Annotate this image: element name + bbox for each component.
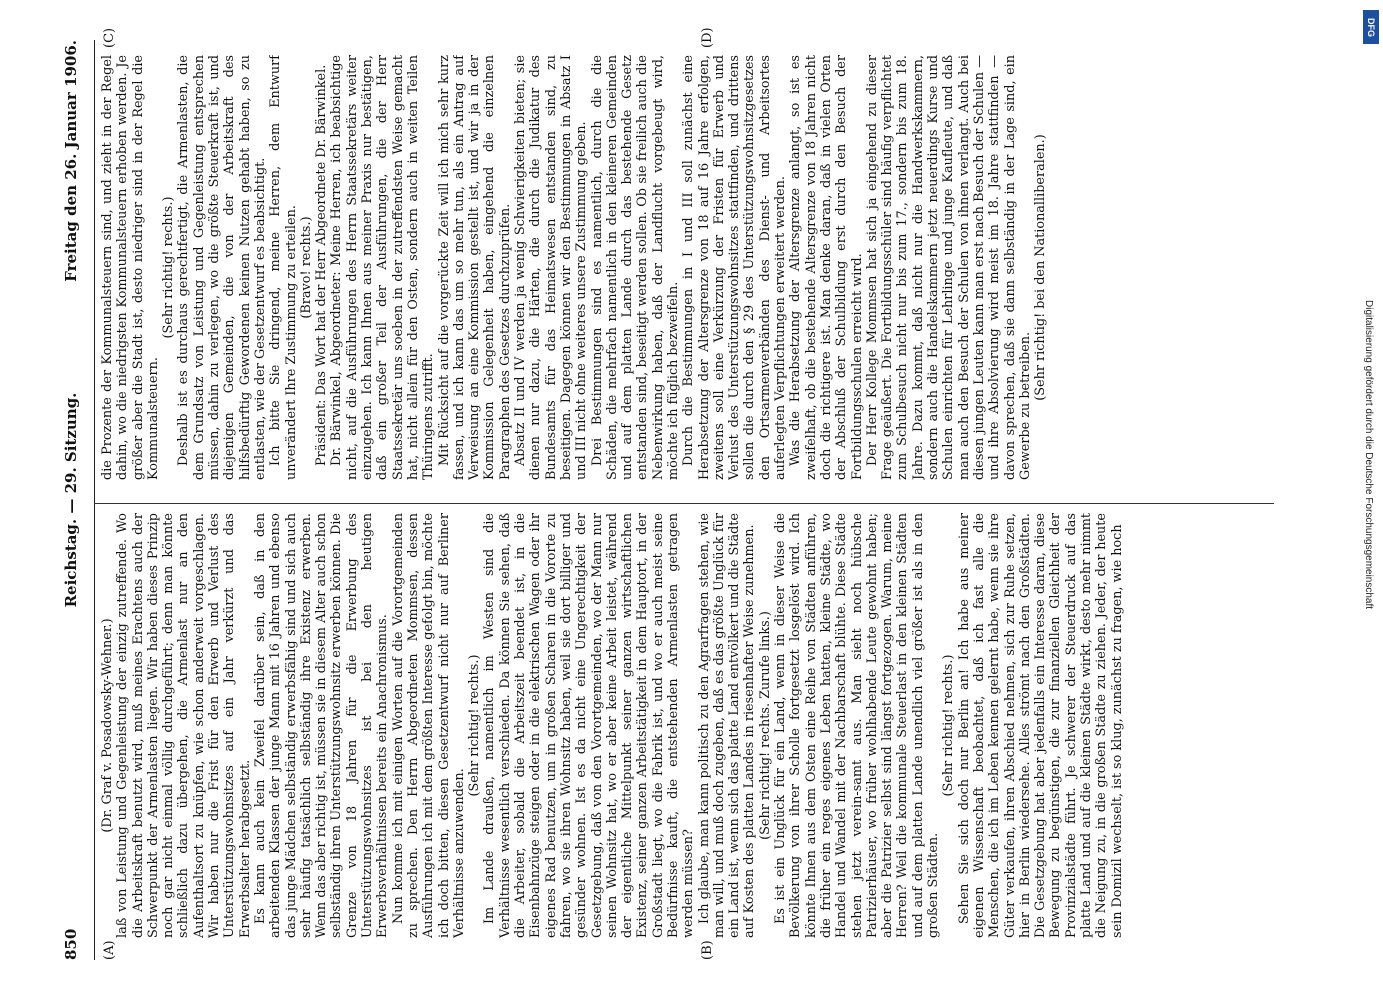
paragraph: Drei Bestimmungen sind es namentlich, durch die die Schäden, die mehrfach namentlich in den kleineren Gemeinden und auf dem platten Lande durch das bestehende Gesetz entstanden sind, beseitigt werden sollen. Ob sie freilich auch die Nebenwirkung haben, daß der Landflucht vorgebeugt wird, möchte ich füglich bezweifeln. [589,55,681,480]
credit-text: Digitalisierung gefördert durch die Deutsche Forschungsgemeinschaft [1363,300,1374,610]
digitization-credit [1363,300,1379,920]
dfg-logo: DFG [1363,10,1379,44]
interjection: (Sehr richtig! rechts. Zurufe links.) [757,611,773,840]
margin-marker-c: (C) [102,27,117,48]
president-remark: Präsident: Das Wort hat der Herr Abgeordnete Dr. Bärwinkel. [314,64,330,466]
page-title: Reichstag. — 29. Sitzung. [62,392,80,608]
page-date: Freitag den 26. Januar 1906. [62,40,80,282]
page-number: 850 [62,928,80,960]
interjection: (Sehr richtig! rechts.) [161,196,177,339]
paragraph: Absatz II und IV werden ja wenig Schwierigkeiten bieten; sie dienen nur dazu, die Härten, die durch die Judikatur des Bundesamts für das Heimatswesen entstanden sind, zu beseitigen. Dagegen können wir den Bestimmungen in Absatz I und III nicht ohne weiteres unsere Zustimmung geben. [513,55,590,480]
interjection: (Sehr richtig! bei den Nationalliberalen.) [1033,134,1049,401]
speaker-paragraph: Dr. Bärwinkel, Abgeordneter: Meine Herren, ich beabsichtige nicht, auf die Ausführungen des Herrn Staatssekretärs weiter einzugehen. Ich kann Ihnen aus meiner Praxis nur bestätigen, daß ein großer Teil der Ausführungen, die der Herr Staatssekretär uns soeben in der zutreffendsten Weise gemacht hat, nicht allein für den Osten, sondern auch in weiten Teilen Thüringens zutrifft. [329,55,437,480]
paragraph: Mit Rücksicht auf die vorgerückte Zeit will ich mich sehr kurz fassen, und ich kann das um so mehr tun, als ein Antrag auf Verweisung an eine Kommission gestellt ist, und wir ja in der Kommission Gelegenheit haben, eingehend die einzelnen Paragraphen des Gesetzes durchzuprüfen. [436,55,513,480]
paragraph: Deshalb ist es durchaus gerechtfertigt, die Armenlasten, die dem Grundsatz von Leistung und Gegenleistung entsprechen müssen, dahin zu verlegen, wo die größte Steuerkraft ist, und diejenigen Gemeinden, die von der Arbeitskraft des hilfsbedürftig Gewordenen keinen Nutzen gehabt haben, so zu entlasten, wie der Gesetzentwurf es beabsichtigt. [176,55,268,480]
left-column [100,513,1275,938]
paragraph: Es kann auch kein Zweifel darüber sein, daß in den arbeitenden Klassen der junge Mann mit 16 Jahren und ebenso das junge Mädchen selbständig erwerbsfähig sind und sich auch sehr häufig tatsächlich selbständig ihre Existenz erwerben. Wenn das aber richtig ist, müssen sie in diesem Alter auch schon selbständig ihren Unterstützungswohnsitz erwerben können. Die Grenze von 18 Jahren für die Erwerbung des Unterstützungswohnsitzes ist bei den heutigen Erwerbsverhältnissen bereits ein Anachronismus. [252,513,391,938]
header-rule [94,40,95,960]
column-divider [94,503,1274,504]
margin-marker-d: (D) [700,27,715,48]
paragraph: Es ist ein Unglück für ein Land, wenn in dieser Weise die Bevölkerung von ihrer Scholle fortgesetzt losgelöst wird. Ich könnte Ihnen aus dem Osten eine Reihe von Städten anführen, die früher ein reges eigenes Leben hatten, kleine Städte, wo Handel und Wandel mit der Nachbarschaft blühte. Diese Städte stehen jetzt verein-samt aus. Man sieht noch hübsche Patrizierhäuser, wo früher wohlhabende Leute gewohnt haben; aber die Patrizier selbst sind längst fortgezogen. Warum, meine Herren? Weil die kommunale Steuerlast in den kleinen Städten und auf dem platten Lande unendlich viel größer ist als in den großen Städten. [773,513,942,938]
paragraph: Im Lande draußen, namentlich im Westen sind die Verhältnisse wesentlich verschieden. Da können Sie sehen, daß die Arbeiter, sobald die Arbeitszeit beendet ist, in die Eisenbahnzüge steigen oder in die elektrischen Wagen oder ihr eigenes Rad benutzen, um in großen Scharen in die Vororte zu fahren, wo sie ihren Wohnsitz haben, weil sie dort billiger und gesünder wohnen. Ist es da nicht eine Ungerechtigkeit der Gesetzgebung, daß von den Vorortgemeinden, wo der Mann nur seinen Wohnsitz hat, wo er aber keine Arbeit leistet, während der eigentliche Mittelpunkt seiner ganzen wirtschaftlichen Existenz, seiner ganzen Arbeitstätigkeit in dem Hauptort, in der Großstadt liegt, wo die Fabrik ist, und wo er auch meist seine Bedürfnisse kauft, die entstehenden Armenlasten getragen werden müssen? [482,513,697,938]
paragraph: Ich glaube, man kann politisch zu den Agrarfragen stehen, wie man will, und muß doch zugeben, daß es das größte Unglück für ein Land ist, wenn sich das platte Land entvölkert und die Städte auf Kosten des platten Landes in riesenhafter Weise zunehmen. [696,513,758,938]
paragraph: Durch die Bestimmungen in I und III soll zunächst eine Herabsetzung der Altersgrenze von 18 auf 16 Jahre erfolgen, zweitens soll eine Verkürzung der Fristen für Erwerb und Verlust des Unterstützungswohnsitzes stattfinden, und drittens sollen die durch den § 29 des Unterstützungswohnsitzgesetzes den Ortsarmenverbänden des Dienst- und Arbeitsortes auferlegten Verpflichtungen erweitert werden. [681,55,789,480]
margin-marker-b: (B) [700,940,715,960]
paragraph: Sehen Sie sich doch nur Berlin an! Ich habe aus meiner eigenen Wissenschaft beobachtet, daß ich fast alle die Menschen, die ich im Leben kennen gelernt habe, wenn sie ihre Güter verkaufen, ihren Abschied nehmen, sich zur Ruhe setzen, hier in Berlin wiedersehe. Alles strömt nach den Großstädten. Die Gesetzgebung hat aber jedenfalls ein Interesse daran, diese Bewegung zu begünstigen, die zur finanziellen Gleichheit der Provinzialstädte führt. Je schwerer der Steuerdruck auf das platte Land und auf die kleinen Städte wirkt, desto mehr nimmt die Neigung zu, in die großen Städte zu ziehen. Jeder, der heute sein Domizil wechselt, ist so klug, zunächst zu fragen, wie hoch [956,513,1125,938]
interjection: (Sehr richtig! rechts.) [467,654,483,797]
paragraph: laß von Leistung und Gegenleistung der einzig zutreffende. Wo die Arbeitskraft benutzt wird, muß meines Erachtens auch der Schwerpunkt der Armenlasten liegen. Wir haben dieses Prinzip noch gar nicht einmal völlig durchgeführt; denn man könnte schließlich dazu übergehen, die Armenlast nur an den Aufenthaltsort zu knüpfen, wie schon anderweit vorgeschlagen. Wir haben nur die Frist für den Erwerb und Verlust des Unterstützungswohnsitzes auf ein Jahr verkürzt und das Erwerbsalter herabgesetzt. [115,513,253,938]
interjection: (Bravo! rechts.) [298,216,314,319]
right-column [100,55,1275,480]
paragraph: Der Herr Kollege Mommsen hat sich ja eingehend zu dieser Frage geäußert. Die Fortbildungsschüler sind häufig verpflichtet zum Schulbesuch nicht nur bis zum 17., sondern bis zum 18. Jahre. Dazu kommt, daß nicht nur die Handwerkskammern, sondern auch die Handelskammern jetzt neuerdings Kurse und Schulen einrichten für Lehrlinge und junge Kaufleute, und daß man auch den Besuch der Schulen von ihnen verlangt. Auch bei diesen jungen Leuten kann man erst nach Besuch der Schulen — und ihre Absolvierung wird meist im 18. Jahre stattfinden — davon sprechen, daß sie dann selbständig in der Lage sind, ein Gewerbe zu betreiben. [864,55,1033,480]
speaker-continuation: (Dr. Graf v. Posadowsky-Wehner.) [100,618,115,833]
paragraph: Was die Herabsetzung der Altersgrenze anlangt, so ist es zweifelhaft, ob die bestehende Altersgrenze von 18 Jahren nicht doch die richtigere ist. Man denke daran, daß in vielen Orten der Abschluß der Schulbildung erst durch den Besuch der Fortbildungsschulen erreicht wird. [788,55,865,480]
margin-marker-a: (A) [102,940,117,960]
paragraph: die Prozente der Kommunalsteuern sind, und zieht in der Regel dahin, wo die niedrigsten Kommunalsteuern erhoben werden. Je größer aber die Stadt ist, desto niedriger sind in der Regel die Kommunalsteuern. [100,55,161,480]
interjection: (Sehr richtig! rechts.) [941,654,957,797]
paragraph: Nun komme ich mit einigen Worten auf die Vorortgemeinden zu sprechen. Den Herrn Abgeordneten Mommsen, dessen Ausführungen ich mit dem größten Interesse gefolgt bin, möchte ich doch bitten, diesen Gesetzentwurf nicht nur auf Berliner Verhältnisse anzuwenden. [390,513,467,938]
page-header [62,40,86,960]
paragraph: Ich bitte Sie dringend, meine Herren, dem Entwurf unverändert Ihre Zustimmung zu erteilen. [268,55,299,480]
